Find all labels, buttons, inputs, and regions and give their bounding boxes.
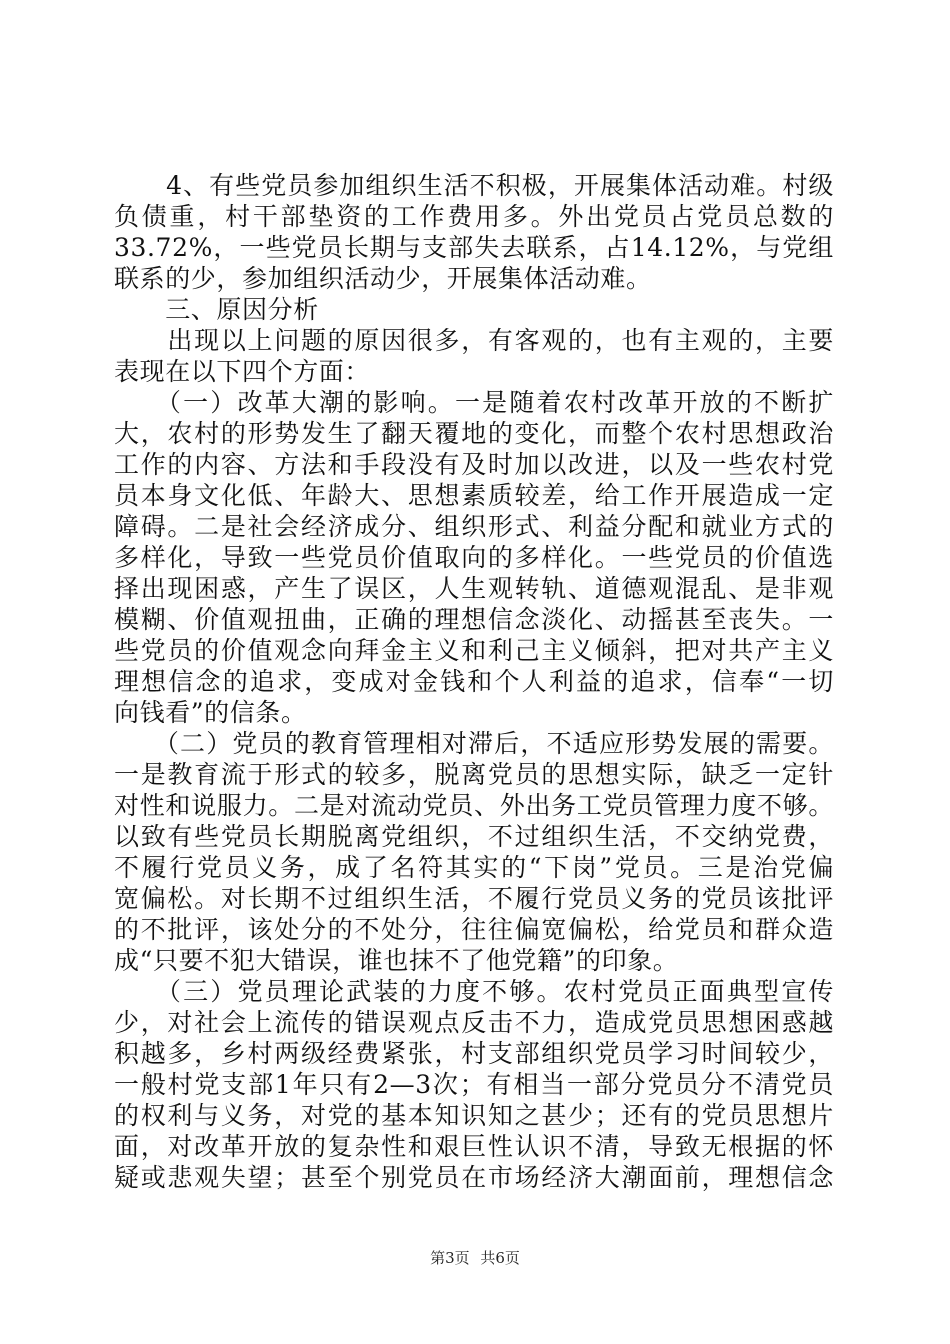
text-line: 多样化，导致一些党员价值取向的多样化。一些党员的价值选 bbox=[114, 543, 834, 572]
text-line: 少，对社会上流传的错误观点反击不力，造成党员思想困惑越 bbox=[114, 1008, 834, 1037]
text-line: 不履行党员义务，成了名符其实的“下岗”党员。三是治党偏 bbox=[114, 853, 834, 882]
text-line: 一是教育流于形式的较多，脱离党员的思想实际，缺乏一定针 bbox=[114, 760, 834, 789]
text-line: 成“只要不犯大错误，谁也抹不了他党籍”的印象。 bbox=[114, 946, 679, 975]
text-line: （一）改革大潮的影响。一是随着农村改革开放的不断扩 bbox=[114, 388, 834, 417]
body-text bbox=[114, 170, 834, 1193]
text-line: 大，农村的形势发生了翻天覆地的变化，而整个农村思想政治 bbox=[114, 419, 834, 448]
text-line: 疑或悲观失望；甚至个别党员在市场经济大潮面前，理想信念 bbox=[114, 1163, 834, 1192]
text-line: 三、原因分析 bbox=[114, 295, 319, 324]
text-line: 表现在以下四个方面： bbox=[114, 357, 371, 386]
text-line: 工作的内容、方法和手段没有及时加以改进，以及一些农村党 bbox=[114, 450, 834, 479]
text-line: 4、有些党员参加组织生活不积极，开展集体活动难。村级 bbox=[114, 171, 834, 200]
text-line: 联系的少，参加组织活动少，开展集体活动难。 bbox=[114, 264, 652, 293]
text-line: 理想信念的追求，变成对金钱和个人利益的追求，信奉“一切 bbox=[114, 667, 834, 696]
page-number: 第3页 bbox=[430, 1249, 470, 1267]
text-line: 障碍。二是社会经济成分、组织形式、利益分配和就业方式的 bbox=[114, 512, 834, 541]
text-line: 33.72%，一些党员长期与支部失去联系，占14.12%，与党组 bbox=[114, 233, 834, 262]
text-line: 出现以上问题的原因很多，有客观的，也有主观的，主要 bbox=[114, 326, 834, 355]
page-total: 共6页 bbox=[480, 1249, 520, 1267]
text-line: 向钱看”的信条。 bbox=[114, 698, 307, 727]
text-line: 积越多，乡村两级经费紧张，村支部组织党员学习时间较少， bbox=[114, 1039, 834, 1068]
text-line: （二）党员的教育管理相对滞后，不适应形势发展的需要。 bbox=[114, 729, 834, 758]
text-line: 面，对改革开放的复杂性和艰巨性认识不清，导致无根据的怀 bbox=[114, 1132, 834, 1161]
text-line: 员本身文化低、年龄大、思想素质较差，给工作开展造成一定 bbox=[114, 481, 834, 510]
page-footer bbox=[0, 1247, 950, 1268]
text-line: 对性和说服力。二是对流动党员、外出务工党员管理力度不够。 bbox=[114, 791, 834, 820]
text-line: 些党员的价值观念向拜金主义和利己主义倾斜，把对共产主义 bbox=[114, 636, 834, 665]
text-line: 的权利与义务，对党的基本知识知之甚少；还有的党员思想片 bbox=[114, 1101, 834, 1130]
text-line: 的不批评，该处分的不处分，往往偏宽偏松，给党员和群众造 bbox=[114, 915, 834, 944]
text-line: 以致有些党员长期脱离党组织，不过组织生活，不交纳党费， bbox=[114, 822, 834, 851]
text-line: 择出现困惑，产生了误区，人生观转轨、道德观混乱、是非观 bbox=[114, 574, 834, 603]
text-line: 模糊、价值观扭曲，正确的理想信念淡化、动摇甚至丧失。一 bbox=[114, 605, 834, 634]
text-line: 负债重，村干部垫资的工作费用多。外出党员占党员总数的 bbox=[114, 202, 834, 231]
text-line: （三）党员理论武装的力度不够。农村党员正面典型宣传 bbox=[114, 977, 834, 1006]
text-line: 宽偏松。对长期不过组织生活，不履行党员义务的党员该批评 bbox=[114, 884, 834, 913]
text-line: 一般村党支部1年只有2—3次；有相当一部分党员分不清党员 bbox=[114, 1070, 834, 1099]
